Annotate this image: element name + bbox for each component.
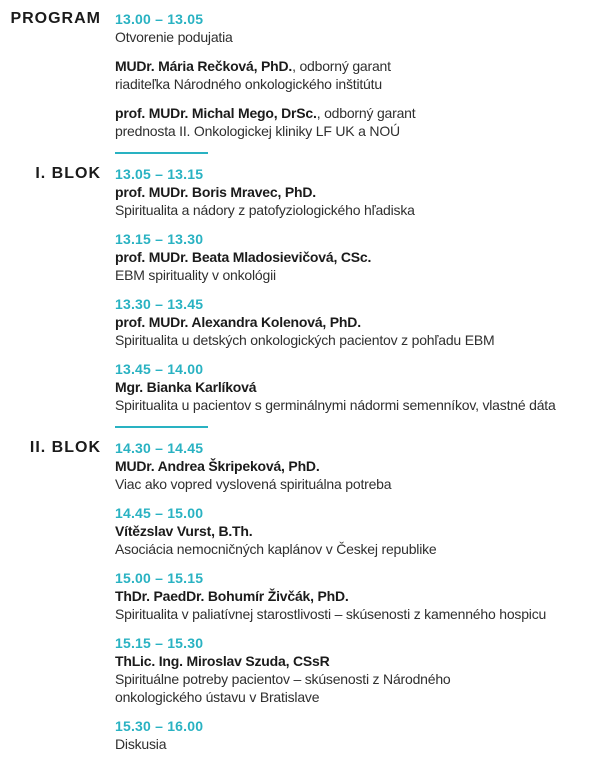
time-range: 13.00 – 13.05 — [115, 11, 204, 27]
speaker-line — [115, 652, 600, 670]
section-row — [0, 10, 600, 151]
section-content — [115, 439, 600, 764]
entry-text-line: Asociácia nemocničných kaplánov v Českej republike — [115, 541, 437, 557]
section-divider — [115, 426, 208, 428]
time-range: 13.45 – 14.00 — [115, 361, 204, 377]
speaker-line — [115, 183, 600, 201]
speaker-name: Mgr. Bianka Karlíková — [115, 379, 257, 395]
speaker-name: Vítězslav Vurst, B.Th. — [115, 523, 253, 539]
schedule-entry — [115, 569, 600, 623]
section-label: II. BLOK — [29, 439, 101, 456]
entry-text-line: Viac ako vopred vyslovená spirituálna potreba — [115, 476, 392, 492]
section-label: I. BLOK — [35, 165, 101, 182]
entry-text-line: onkologického ústavu v Bratislave — [115, 689, 320, 705]
entry-text-line: Diskusia — [115, 736, 167, 752]
speaker-name: prof. MUDr. Beata Mladosievičová, CSc. — [115, 249, 372, 265]
speaker-name: ThLic. Ing. Miroslav Szuda, CSsR — [115, 653, 330, 669]
speaker-line — [115, 57, 600, 75]
time-range: 15.00 – 15.15 — [115, 570, 204, 586]
schedule-entry — [115, 717, 600, 753]
speaker-line — [115, 104, 600, 122]
speaker-line — [115, 457, 600, 475]
speaker-role-suffix: , odborný garant — [316, 105, 416, 121]
entry-text-line: riaditeľka Národného onkologického inštitútu — [115, 76, 382, 92]
time-range: 14.45 – 15.00 — [115, 505, 204, 521]
entry-text-line: Spiritualita u pacientov s germinálnymi nádormi semenníkov, vlastné dáta — [115, 397, 556, 413]
schedule-entry — [115, 360, 600, 414]
schedule-entry — [115, 230, 600, 284]
schedule-entry — [115, 104, 600, 140]
entry-text-line: prednosta II. Onkologickej kliniky LF UK a NOÚ — [115, 123, 400, 139]
entry-text-line: Spiritualita a nádory z patofyziologického hľadiska — [115, 202, 415, 218]
speaker-line — [115, 378, 600, 396]
schedule-entry — [115, 10, 600, 46]
time-range: 13.30 – 13.45 — [115, 296, 204, 312]
speaker-line — [115, 522, 600, 540]
time-range: 14.30 – 14.45 — [115, 440, 204, 456]
speaker-name: prof. MUDr. Michal Mego, DrSc. — [115, 105, 317, 121]
section-content — [115, 165, 600, 425]
speaker-name: prof. MUDr. Boris Mravec, PhD. — [115, 184, 316, 200]
schedule-sections — [0, 10, 600, 764]
schedule-entry — [115, 504, 600, 558]
speaker-name: prof. MUDr. Alexandra Kolenová, PhD. — [115, 314, 361, 330]
time-range: 15.15 – 15.30 — [115, 635, 204, 651]
time-range: 15.30 – 16.00 — [115, 718, 204, 734]
entry-text-line: Spiritualita u detských onkologických pacientov z pohľadu EBM — [115, 332, 495, 348]
section-content — [115, 10, 600, 151]
speaker-name: MUDr. Mária Rečková, PhD. — [115, 58, 293, 74]
time-range: 13.15 – 13.30 — [115, 231, 204, 247]
schedule-entry — [115, 57, 600, 93]
speaker-name: ThDr. PaedDr. Bohumír Živčák, PhD. — [115, 588, 349, 604]
schedule-entry — [115, 634, 600, 706]
schedule-entry — [115, 165, 600, 219]
speaker-name: MUDr. Andrea Škripeková, PhD. — [115, 458, 320, 474]
speaker-line — [115, 248, 600, 266]
speaker-role-suffix: , odborný garant — [292, 58, 391, 74]
schedule-entry — [115, 439, 600, 493]
section-divider — [115, 152, 208, 154]
time-range: 13.05 – 13.15 — [115, 166, 204, 182]
entry-text-line: EBM spirituality v onkológii — [115, 267, 276, 283]
speaker-line — [115, 587, 600, 605]
entry-text-line: Otvorenie podujatia — [115, 29, 233, 45]
section-row — [0, 165, 600, 425]
entry-text-line: Spirituálne potreby pacientov – skúsenosti z Národného — [115, 671, 451, 687]
section-row — [0, 439, 600, 764]
section-label: PROGRAM — [10, 10, 101, 27]
speaker-line — [115, 313, 600, 331]
entry-text-line: Spiritualita v paliatívnej starostlivosti – skúsenosti z kamenného hospicu — [115, 606, 547, 622]
schedule-entry — [115, 295, 600, 349]
